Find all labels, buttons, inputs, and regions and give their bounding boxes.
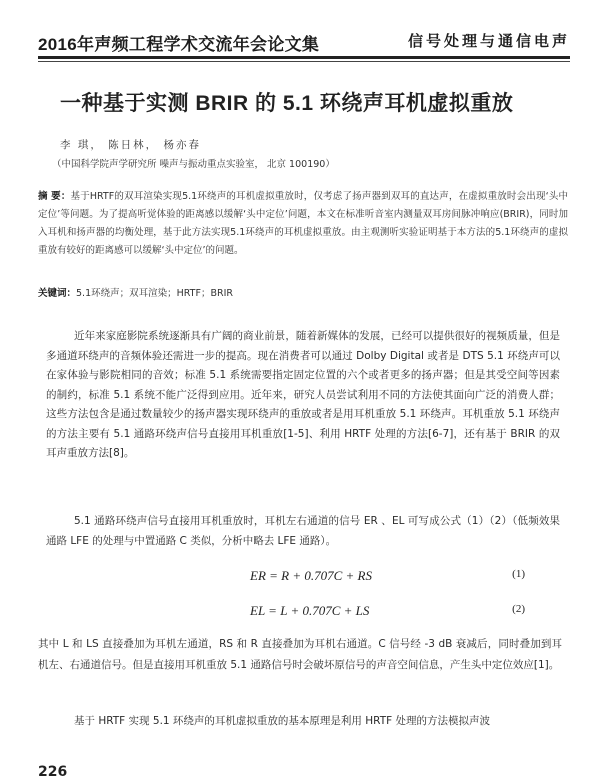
- header-rule-thin: [38, 61, 570, 62]
- keywords-label: 关键词：: [38, 288, 77, 299]
- abstract-label: 摘 要：: [38, 191, 71, 202]
- equation-2: [250, 603, 570, 619]
- body-paragraph-4: 基于 HRTF 实现 5.1 环绕声的耳机虚拟重放的基本原理是利用 HRTF 处理的方法模拟声波: [74, 715, 490, 727]
- paper-authors: 李 琪， 陈日林， 杨亦春: [60, 139, 202, 151]
- body-paragraph-3: 其中 L 和 LS 直接叠加为耳机左通道，RS 和 R 直接叠加为耳机右通道。C 信号经 -3 dB 衰减后，同时叠加到耳机左、右通道信号。但是直接用耳机重放 5.1 通路信号时会破坏原信号的声音空间信息，产生头中定位效应[1]。: [38, 638, 562, 671]
- equation-1: [250, 568, 570, 584]
- running-header: [38, 26, 570, 60]
- abstract-text: 基于HRTF的双耳渲染实现5.1环绕声的耳机虚拟重放时，仅考虑了扬声器到双耳的直达声，在虚拟重放时会出现‘头中定位’等问题。为了提高听觉体验的距离感以缓解‘头中定位’问题，本文在标准听音室内测量双耳房间脉冲响应(BRIR)，同时加入耳机和扬声器的均衡处理，基于此方法实现5.1环绕声的耳机虚拟重放。由主观测听实验证明基于本方法的5.1环绕声的虚拟重放有较好的距离感可以缓解‘头中定位’的问题。: [38, 191, 569, 256]
- abstract: [38, 188, 568, 260]
- keywords-text: 5.1环绕声；双耳渲染；HRTF；BRIR: [76, 288, 233, 299]
- equation-1-number: (1): [512, 568, 525, 580]
- header-rule-thick: [38, 56, 570, 59]
- equation-2-expr: EL = L + 0.707C + LS: [250, 603, 370, 618]
- section-title: 信号处理与通信电声: [407, 32, 570, 50]
- paper-title: 一种基于实测 BRIR 的 5.1 环绕声耳机虚拟重放: [60, 92, 514, 115]
- page-number: 226: [38, 764, 68, 780]
- journal-title: 2016年声频工程学术交流年会论文集: [38, 35, 320, 54]
- keywords: [38, 285, 233, 299]
- paper-affiliation: （中国科学院声学研究所 噪声与振动重点实验室， 北京 100190）: [52, 159, 335, 170]
- body-paragraph-2: 5.1 通路环绕声信号直接用耳机重放时，耳机左右通道的信号 ER 、EL 可写成公式（1）（2）（低频效果通路 LFE 的处理与中置通路 C 类似，分析中略去 LFE 通路）。: [46, 515, 560, 547]
- equation-2-number: (2): [512, 603, 525, 615]
- body-paragraph-1: 近年来家庭影院系统逐渐具有广阔的商业前景，随着新媒体的发展，已经可以提供很好的视频质量，但是多通道环绕声的音频体验还需进一步的提高。现在消费者可以通过 Dolby Digital 或者是 DTS 5.1 环绕声可以在家体验与影院相同的音效；标准 5.1 系统需要指定固定位置的六个或者更多的扬声器；但是其受空间等因素的制约，标准 5.1 系统不能广泛得到应用。近年来，研究人员尝试利用不同的方法使其面向广泛的消费人群；这些方法包含是通过数量较少的扬声器实现环绕声的重放或者是用耳机重放 5.1 环绕声。耳机重放 5.1 环绕声的方法主要有 5.1 通路环绕声信号直接用耳机重放[1-5]、利用 HRTF 处理的方法[6-7]，还有基于 BRIR 的双耳声重放方法[8]。: [46, 330, 560, 459]
- equation-1-expr: ER = R + 0.707C + RS: [250, 568, 373, 583]
